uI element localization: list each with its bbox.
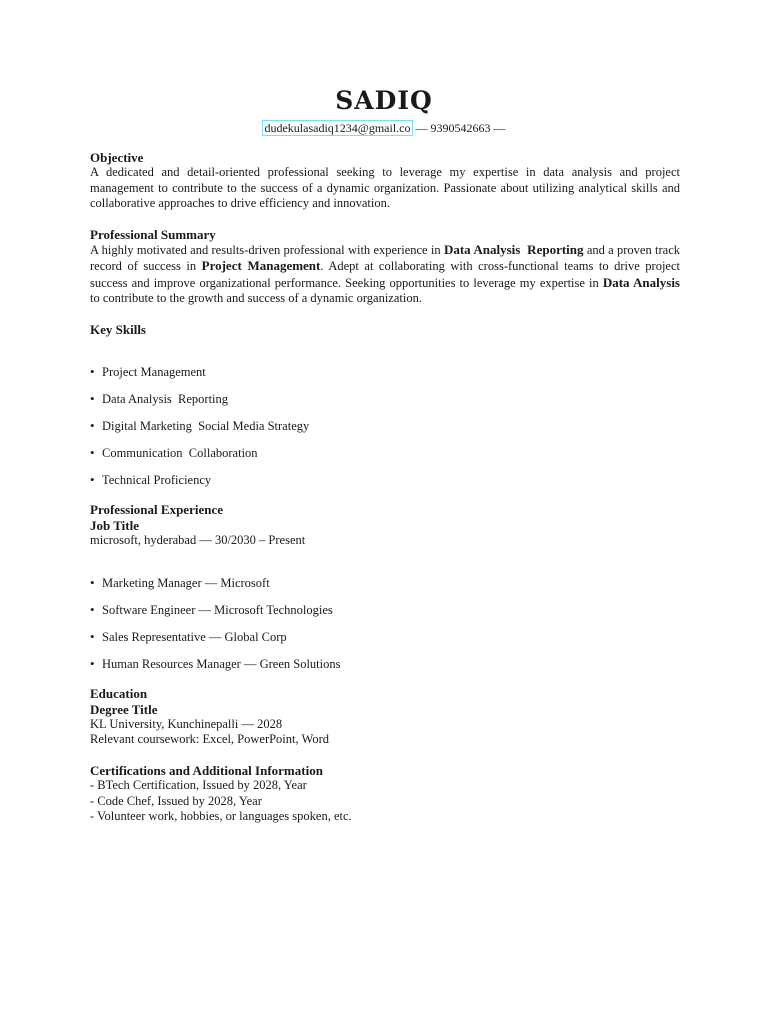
- contact-separator: —: [490, 121, 506, 135]
- list-item: [90, 445, 680, 461]
- education-heading: Education: [90, 686, 148, 702]
- summary-part: . Adept at collaborating with cross-functional teams to drive project success and improve organizational performance. Seeking opportunities to leverage my expertise in: [90, 259, 680, 290]
- certification-line: - Code Chef, Issued by 2028, Year: [90, 793, 262, 808]
- experience-label: Marketing Manager — Microsoft: [102, 575, 270, 590]
- summary-part: to contribute to the growth and success of a dynamic organization.: [90, 291, 422, 306]
- summary-text: [90, 242, 680, 307]
- skills-heading: Key Skills: [90, 321, 146, 337]
- list-item: [90, 391, 680, 407]
- summary-part: A highly motivated and results-driven professional with experience in: [90, 243, 444, 258]
- skill-label: Data Analysis Reporting: [102, 392, 229, 407]
- bullet-icon: •: [90, 472, 95, 488]
- experience-list: [90, 575, 680, 672]
- bullet-icon: •: [90, 574, 95, 590]
- bullet-icon: •: [90, 391, 95, 407]
- contact-separator: —: [412, 121, 431, 135]
- resume-content: [90, 150, 680, 824]
- skill-label: Project Management: [102, 365, 206, 380]
- bullet-icon: •: [90, 364, 95, 380]
- bullet-icon: •: [90, 628, 95, 644]
- school-line: KL University, Kunchinepalli — 2028: [90, 716, 283, 731]
- experience-heading: Professional Experience: [90, 502, 223, 518]
- summary-emphasis: Data Analysis: [602, 274, 680, 290]
- bullet-icon: •: [90, 445, 95, 461]
- experience-label: Sales Representative — Global Corp: [102, 629, 287, 644]
- list-item: [90, 656, 680, 672]
- summary-heading: Professional Summary: [90, 226, 216, 242]
- phone-number: 9390542663: [430, 121, 491, 135]
- list-item: [90, 418, 680, 434]
- skills-list: [90, 364, 680, 488]
- certification-line: - BTech Certification, Issued by 2028, Year: [90, 778, 307, 793]
- objective-text: A dedicated and detail-oriented professional seeking to leverage my expertise in data analysis and project management to contribute to the success of a dynamic organization. Passionate about utilizing analytical skills and collaborative approaches to drive efficiency and innovation.: [90, 165, 680, 211]
- degree-title: Degree Title: [90, 701, 158, 717]
- skill-label: Digital Marketing Social Media Strategy: [102, 419, 310, 434]
- candidate-name: SADIQ: [335, 86, 433, 115]
- summary-emphasis: Project Management: [201, 258, 321, 274]
- bullet-icon: •: [90, 601, 95, 617]
- list-item: [90, 364, 680, 380]
- company-line: microsoft, hyderabad — 30/2030 – Present: [90, 533, 306, 548]
- bullet-icon: •: [90, 655, 95, 671]
- summary-emphasis: Data Analysis Reporting: [443, 242, 584, 258]
- list-item: [90, 629, 680, 645]
- certification-line: - Volunteer work, hobbies, or languages spoken, etc.: [90, 808, 352, 823]
- email-link[interactable]: dudekulasadiq1234@gmail.co: [264, 121, 411, 135]
- certifications-heading: Certifications and Additional Information: [90, 762, 323, 778]
- skill-label: Communication Collaboration: [102, 446, 258, 461]
- bullet-icon: •: [90, 418, 95, 434]
- list-item: [90, 602, 680, 618]
- coursework-line: Relevant coursework: Excel, PowerPoint, Word: [90, 732, 329, 747]
- experience-label: Human Resources Manager — Green Solutions: [102, 656, 341, 671]
- experience-label: Software Engineer — Microsoft Technologies: [102, 602, 333, 617]
- skill-label: Technical Proficiency: [102, 473, 212, 488]
- objective-heading: Objective: [90, 150, 144, 165]
- summary-part: and a proven track record of success in: [90, 243, 681, 274]
- contact-line: [0, 121, 768, 136]
- list-item: [90, 575, 680, 591]
- list-item: [90, 472, 680, 488]
- job-title: Job Title: [90, 517, 140, 533]
